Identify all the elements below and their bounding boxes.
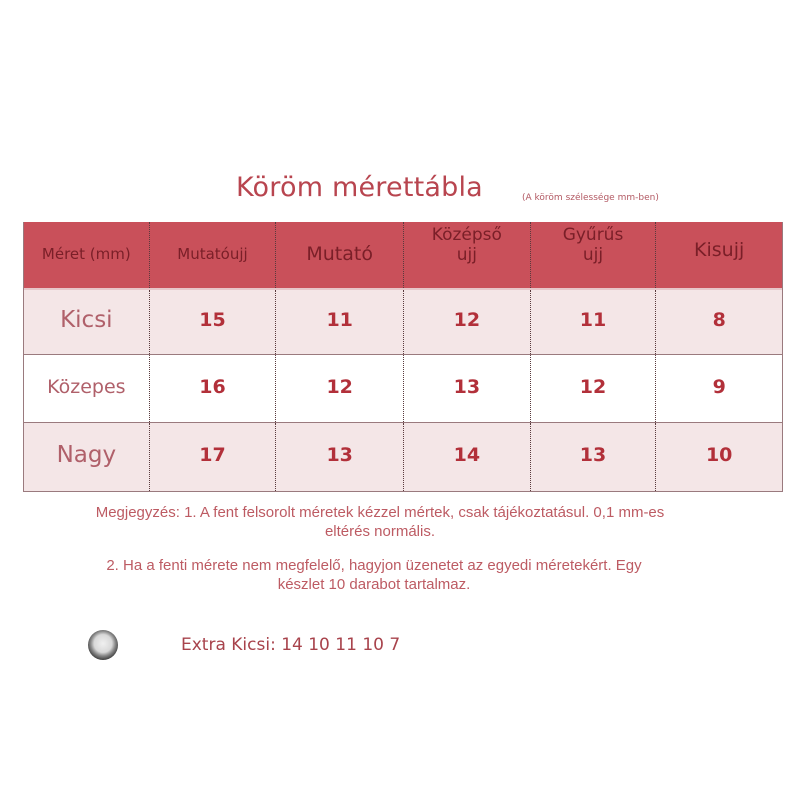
value-cell: 9 [712, 375, 726, 398]
size-label: Nagy [24, 423, 150, 491]
header-size [24, 222, 150, 288]
note-2-line-1: 2. Ha a fenti mérete nem megfelelő, hagyjon üzenetet az egyedi méretekért. Egy [106, 557, 642, 574]
value-cell: 13 [276, 423, 404, 491]
header-pinky-label: Kisujj [694, 239, 745, 262]
note-1-line-1: Megjegyzés: 1. A fent felsorolt méretek kézzel mértek, csak tájékoztatásul. 0,1 mm-es [95, 504, 665, 521]
extra-small-option[interactable] [88, 628, 468, 662]
header-index-finger-label: Mutatóujj [177, 245, 248, 264]
value-cell: 10 [705, 444, 733, 466]
size-label: Kicsi [24, 290, 150, 354]
size-table [23, 222, 783, 492]
radio-button-icon[interactable] [88, 630, 118, 660]
note-2 [0, 556, 774, 594]
value-cell: 13 [404, 355, 531, 422]
header-index-finger [150, 222, 277, 288]
value-cell: 13 [531, 423, 657, 491]
header-pinky [656, 222, 782, 288]
page-subtitle: (A köröm szélessége mm-ben) [522, 193, 659, 203]
page-title: Köröm mérettábla [236, 172, 483, 203]
note-1 [0, 503, 780, 541]
header-middle-finger [404, 222, 531, 288]
value-cell: 14 [404, 423, 531, 491]
header-middle-finger-label [432, 226, 502, 265]
note-1-line-2: eltérés normális. [324, 523, 436, 540]
value-cell: 12 [531, 355, 657, 422]
header-ring-line1: Gyűrűs [562, 225, 624, 245]
header-size-label: Méret (mm) [41, 245, 131, 264]
table-row [24, 288, 782, 354]
note-2-line-2: készlet 10 darabot tartalmaz. [277, 576, 471, 593]
header-ring-finger [531, 222, 657, 288]
header-ring-finger-label [563, 226, 624, 265]
table-row [24, 422, 782, 491]
value-cell: 17 [150, 423, 277, 491]
table-header-row [24, 222, 782, 288]
value-cell: 15 [150, 290, 277, 354]
value-cell: 12 [404, 290, 531, 354]
value-cell: 8 [712, 309, 726, 331]
value-cell: 11 [531, 290, 657, 354]
header-pointer [276, 222, 404, 288]
header-middle-line1: Középső [431, 225, 502, 245]
header-middle-line2: ujj [456, 244, 477, 265]
extra-small-label: Extra Kicsi: 14 10 11 10 7 [181, 635, 401, 655]
value-cell: 16 [150, 355, 277, 422]
table-row [24, 354, 782, 422]
value-cell: 12 [276, 355, 404, 422]
header-pointer-label: Mutató [306, 243, 373, 266]
size-label: Közepes [24, 355, 150, 422]
value-cell: 11 [276, 290, 404, 354]
header-ring-line2: ujj [582, 244, 604, 265]
